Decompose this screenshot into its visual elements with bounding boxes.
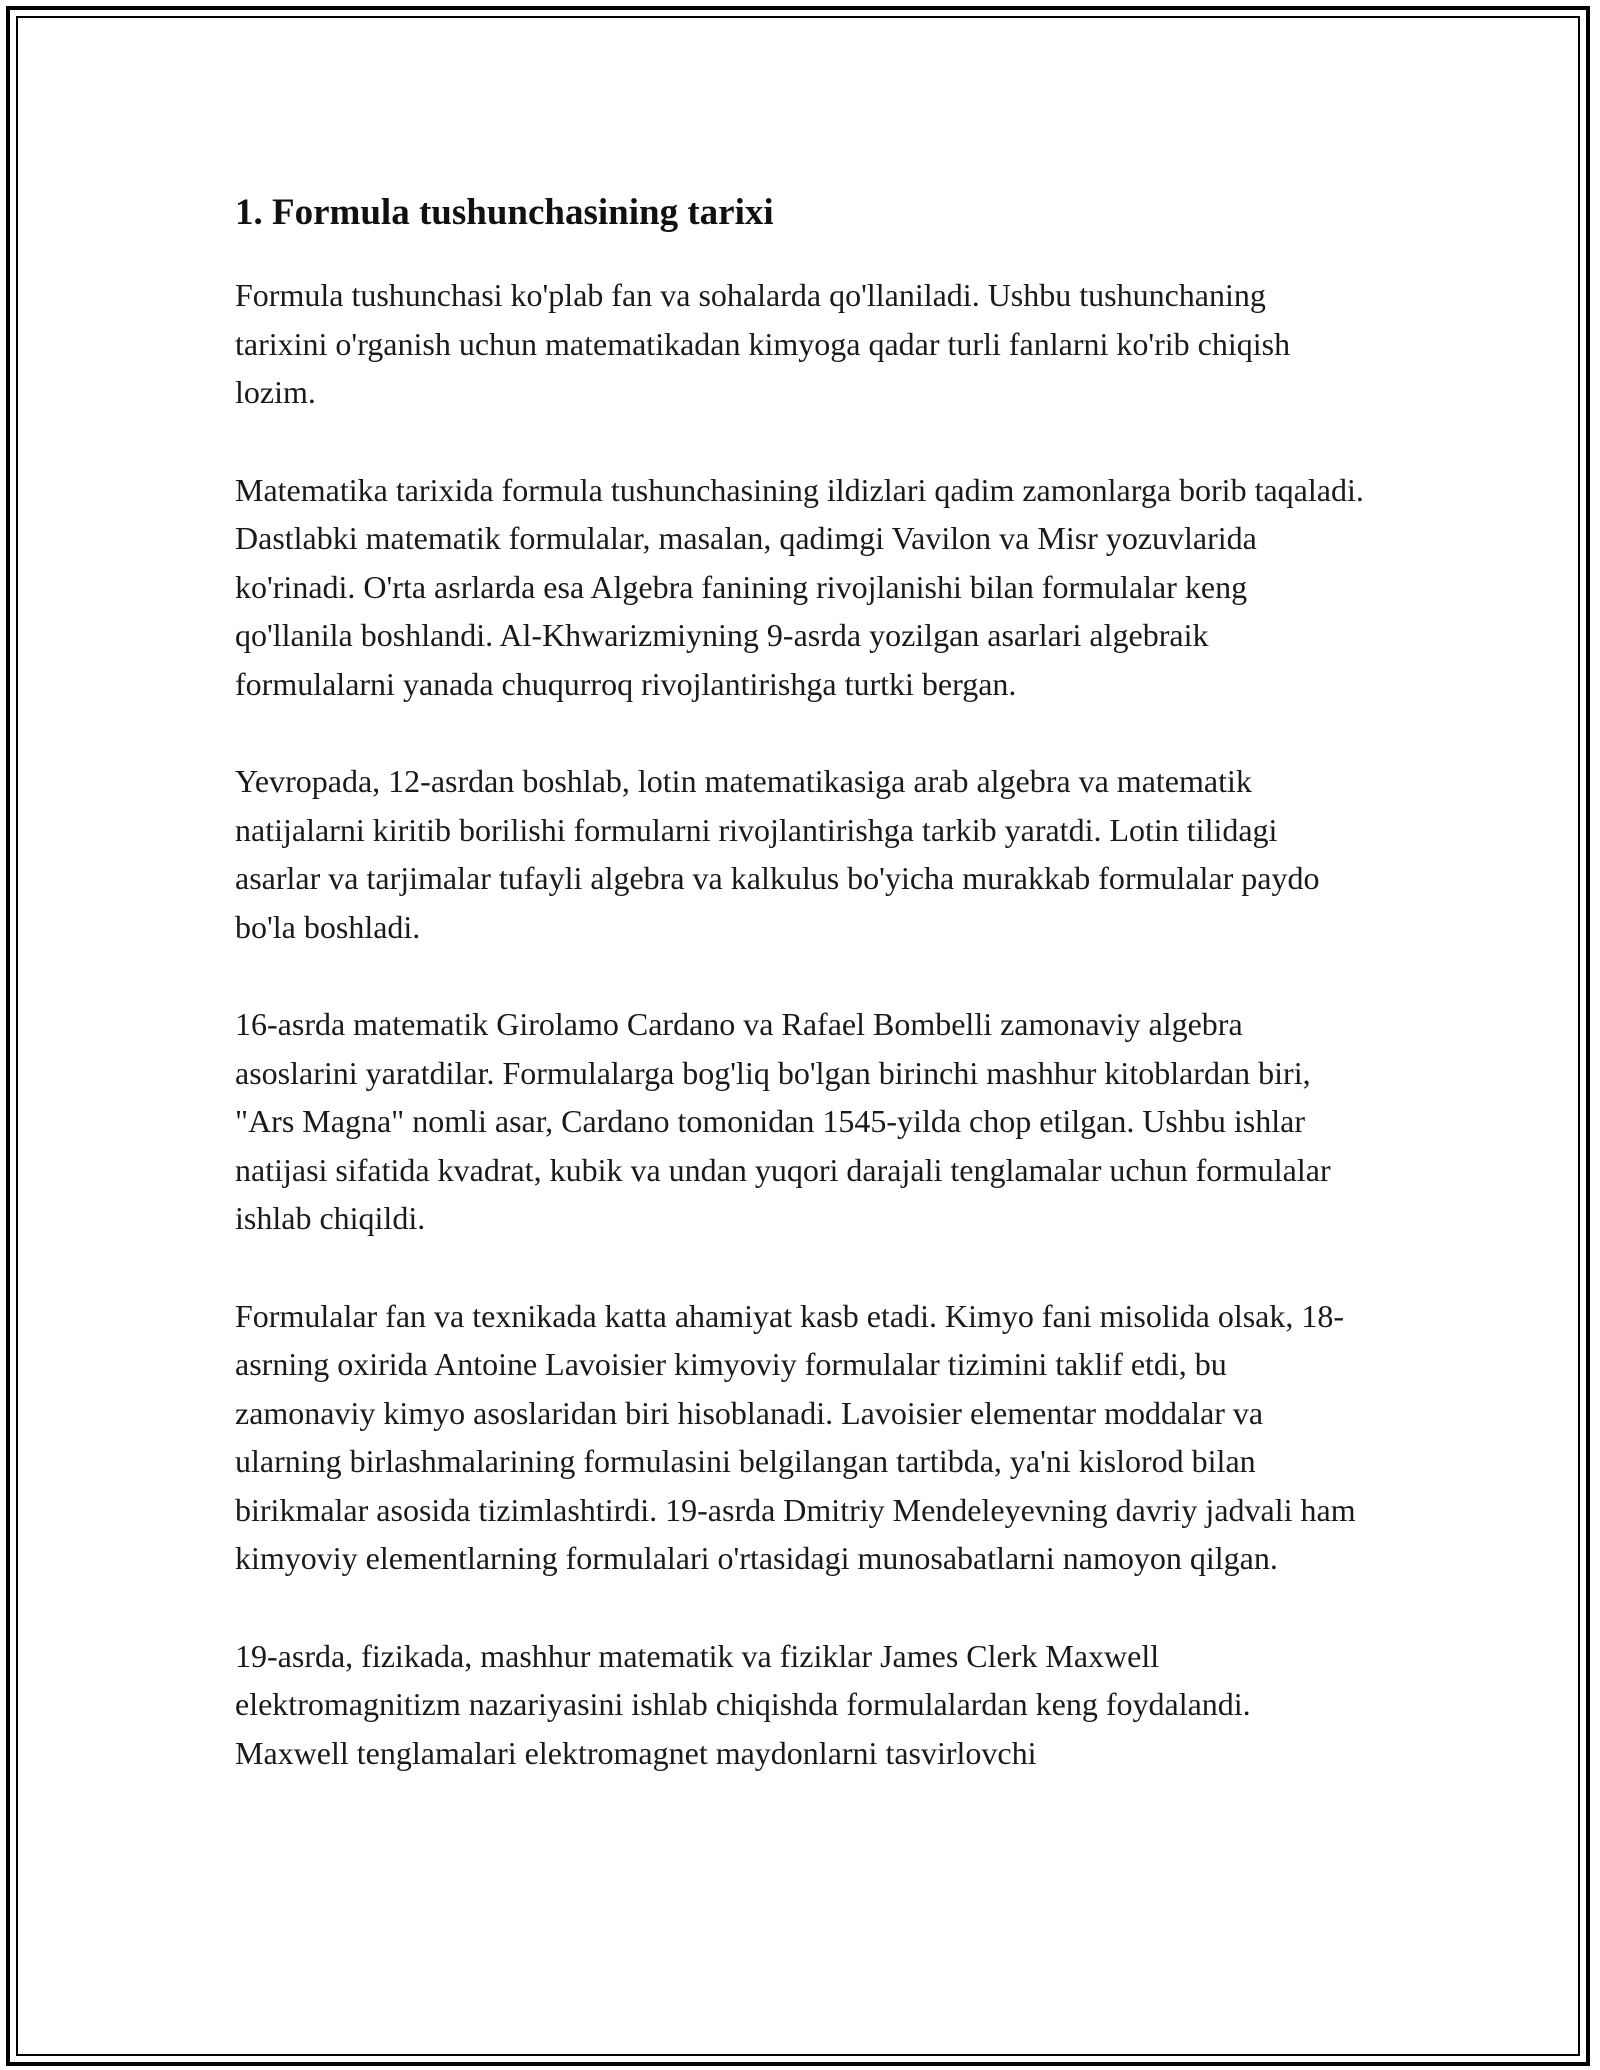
- paragraph-europe: Yevropada, 12-asrdan boshlab, lotin matematikasiga arab algebra va matematik natijalarni kiritib borilishi formularni rivojlantirishga tarkib yaratdi. Lotin tilidagi asarlar va tarjimalar tufayli algebra va kalkulus bo'yicha murakkab formulalar paydo bo'la boshladi.: [235, 763, 1320, 945]
- paragraph-chemistry: Formulalar fan va texnikada katta ahamiyat kasb etadi. Kimyo fani misolida olsak, 18-asrning oxirida Antoine Lavoisier kimyoviy formulalar tizimini taklif etdi, bu zamonaviy kimyo asoslaridan biri hisoblanadi. Lavoisier elementar moddalar va ularning birlashmalarining formulasini belgilangan tartibda, ya'ni kislorod bilan birikmalar asosida tizimlashtirdi. 19-asrda Dmitriy Mendeleyevning davriy jadvali ham kimyoviy elementlarning formulalari o'rtasidagi munosabatlarni namoyon qilgan.: [235, 1297, 1356, 1576]
- paragraph-16th-century: 16-asrda matematik Girolamo Cardano va Rafael Bombelli zamonaviy algebra asoslarini yaratdilar. Formulalarga bog'liq bo'lgan birinchi mashhur kitoblardan biri, "Ars Magna" nomli asar, Cardano tomonidan 1545-yilda chop etilgan. Ushbu ishlar natijasi sifatida kvadrat, kubik va undan yuqori darajali tenglamalar uchun formulalar ishlab chiqildi.: [235, 1006, 1331, 1236]
- section-heading: 1. Formula tushunchasining tarixi: [235, 192, 774, 233]
- paragraph-physics: 19-asrda, fizikada, mashhur matematik va fiziklar James Clerk Maxwell elektromagnitizm nazariyasini ishlab chiqishda formulalardan keng foydalandi. Maxwell tenglamalari elektromagnet maydonlarni tasvirlovchi: [235, 1637, 1251, 1771]
- document-body: [235, 185, 1365, 1826]
- paragraph-mathematics-history: Matematika tarixida formula tushunchasining ildizlari qadim zamonlarga borib taqaladi. Dastlabki matematik formulalar, masalan, qadimgi Vavilon va Misr yozuvlarida ko'rinadi. O'rta asrlarda esa Algebra fanining rivojlanishi bilan formulalar keng qo'llanila boshlandi. Al-Khwarizmiyning 9-asrda yozilgan asarlari algebraik formulalarni yanada chuqurroq rivojlantirishga turtki bergan.: [235, 471, 1364, 702]
- paragraph-intro: Formula tushunchasi ko'plab fan va sohalarda qo'llaniladi. Ushbu tushunchaning tarixini o'rganish uchun matematikadan kimyoga qadar turli fanlarni ko'rib chiqish lozim.: [235, 277, 1291, 410]
